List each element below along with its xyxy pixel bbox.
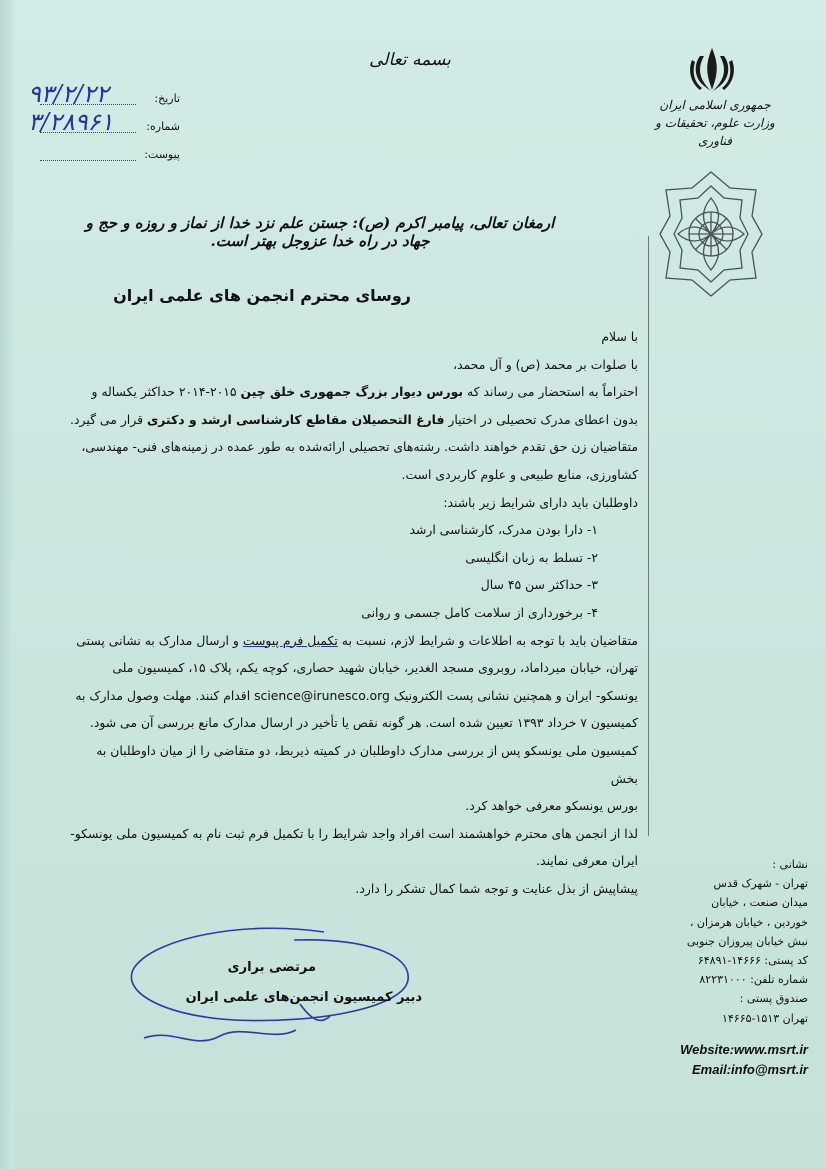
email-link[interactable]: Email:info@msrt.ir xyxy=(692,1062,808,1077)
greeting-1: با سلام xyxy=(601,329,638,344)
ministry-line-1: جمهوری اسلامی ایران xyxy=(659,98,771,112)
paragraph-line xyxy=(68,378,638,406)
paragraph-line: متقاضیان زن حق تقدم خواهند داشت. رشته‌های تحصیلی ارائه‌شده به طور عمده در زمینه‌های فنی- مهندسی، xyxy=(81,439,638,455)
address-line: میدان صنعت ، خیابان xyxy=(711,896,808,910)
letter-body xyxy=(68,323,638,902)
text-run: بدون اعطای مدرک تحصیلی در اختیار xyxy=(444,411,638,427)
signer-title: دبیر کمیسیون انجمن‌های علمی ایران xyxy=(185,990,422,1005)
ministry-line-2: وزارت علوم، تحقیقات و فناوری xyxy=(655,116,775,148)
number-label: شماره: xyxy=(146,120,180,133)
motto: ارمغان تعالی، پیامبر اکرم (ص): جستن علم نزد خدا از نماز و روزه و حج و جهاد در راه خدا عزوجل بهتر است. xyxy=(85,214,555,250)
requirement-item: ۴- برخورداری از سلامت کامل جسمی و روانی xyxy=(361,604,598,620)
address-line: نبش خیابان پیروزان جنوبی xyxy=(686,934,808,948)
ornament-icon xyxy=(656,168,766,298)
paragraph-line: پیشاپیش از بذل عنایت و توجه شما کمال تشکر را دارد. xyxy=(355,880,638,896)
address-label: نشانی : xyxy=(772,858,808,871)
greeting-2: با صلوات بر محمد (ص) و آل محمد، xyxy=(453,356,638,372)
paragraph-line: لذا از انجمن های محترم خواهشمند است افراد واجد شرایط را با تکمیل فرم ثبت نام به کمیسیون ملی یونسکو- xyxy=(70,825,638,841)
ministry-address xyxy=(664,855,808,1028)
margin-divider xyxy=(648,236,649,836)
paragraph-line: بورس یونسکو معرفی خواهد کرد. xyxy=(465,798,638,814)
attachment-field xyxy=(20,148,180,168)
recipient: روسای محترم انجمن های علمی ایران xyxy=(113,286,411,305)
eligible-degrees: فارغ التحصیلان مقاطع کارشناسی ارشد و دکتری xyxy=(146,411,445,427)
address-line: تهران - شهرک قدس xyxy=(713,877,808,891)
ministry-heading xyxy=(640,96,790,150)
paragraph-line: تهران، خیابان میرداماد، روبروی مسجد الغدیر، خیابان شهید حصاری، کوچه یکم، پلاک ۱۵، کمیسیون ملی xyxy=(112,660,638,676)
number-field xyxy=(20,108,180,140)
paragraph-line: کمیسیون ملی یونسکو پس از بررسی مدارک داوطلبان در کمیته ذیربط، دو متقاضی را از میان داوطلبان به بخش xyxy=(96,742,638,786)
paragraph-line: یونسکو- ایران و همچنین نشانی پست الکترونیک science@irunesco.org اقدام کنند. مهلت وصول مدارک به xyxy=(75,687,638,703)
date-value: ۹۳/۲/۲۲ xyxy=(28,80,109,108)
text-run: احتراماً به استحضار می رساند که xyxy=(463,384,638,400)
text-run: ۲۰۱۵-۲۰۱۴ حداکثر یکساله و xyxy=(91,384,241,400)
address-line: تهران ۱۵۱۳-۱۴۶۶۵ xyxy=(721,1011,808,1025)
text-run: متقاضیان باید با توجه به اطلاعات و شرایط لازم، نسبت به xyxy=(337,632,638,648)
paragraph-line: کمیسیون ۷ خرداد ۱۳۹۳ تعیین شده است. هر گونه نقص یا تأخیر در ارسال مدارک مانع بررسی آن می شود. xyxy=(89,715,638,731)
number-value: ۳/۲۸۹۶۱ xyxy=(28,108,114,136)
paragraph-line: داوطلبان باید دارای شرایط زیر باشند: xyxy=(443,494,638,510)
attached-form-link: تکمیل فرم پیوست xyxy=(242,632,338,648)
scholarship-name: بورس دیوار بزرگ جمهوری خلق چین xyxy=(240,384,464,400)
signer-name: مرتضی براری xyxy=(227,960,316,975)
iran-emblem-icon xyxy=(686,44,738,96)
paragraph-line xyxy=(68,406,638,434)
requirement-item: ۱- دارا بودن مدرک، کارشناسی ارشد xyxy=(409,522,598,538)
paragraph-line: کشاورزی، منابع طبیعی و علوم کاربردی است. xyxy=(401,466,638,482)
paragraph-line xyxy=(68,627,638,655)
attachment-label: پیوست: xyxy=(144,148,180,161)
website-link[interactable]: Website:www.msrt.ir xyxy=(680,1042,808,1057)
address-line: شماره تلفن: ۸۲۲۳۱۰۰۰ xyxy=(699,973,808,987)
attachment-dots xyxy=(40,160,136,161)
paper-edge xyxy=(0,0,14,1169)
date-label: تاریخ: xyxy=(154,92,180,105)
address-line: خوردین ، خیابان هرمزان ، xyxy=(689,915,808,929)
text-run: قرار می گیرد. xyxy=(70,411,147,427)
contact-web xyxy=(648,1040,808,1080)
bismillah: بسمه تعالی xyxy=(369,50,451,70)
address-line: صندوق پستی : xyxy=(739,992,808,1006)
text-run: و ارسال مدارک به نشانی پستی xyxy=(76,632,243,648)
address-line: کد پستی: ۱۴۶۶۶-۶۴۸۹۱ xyxy=(697,954,808,968)
requirement-item: ۲- تسلط به زبان انگلیسی xyxy=(465,549,598,565)
paragraph-line: ایران معرفی نمایند. xyxy=(536,853,638,869)
requirement-item: ۳- حداکثر سن ۴۵ سال xyxy=(480,577,598,593)
